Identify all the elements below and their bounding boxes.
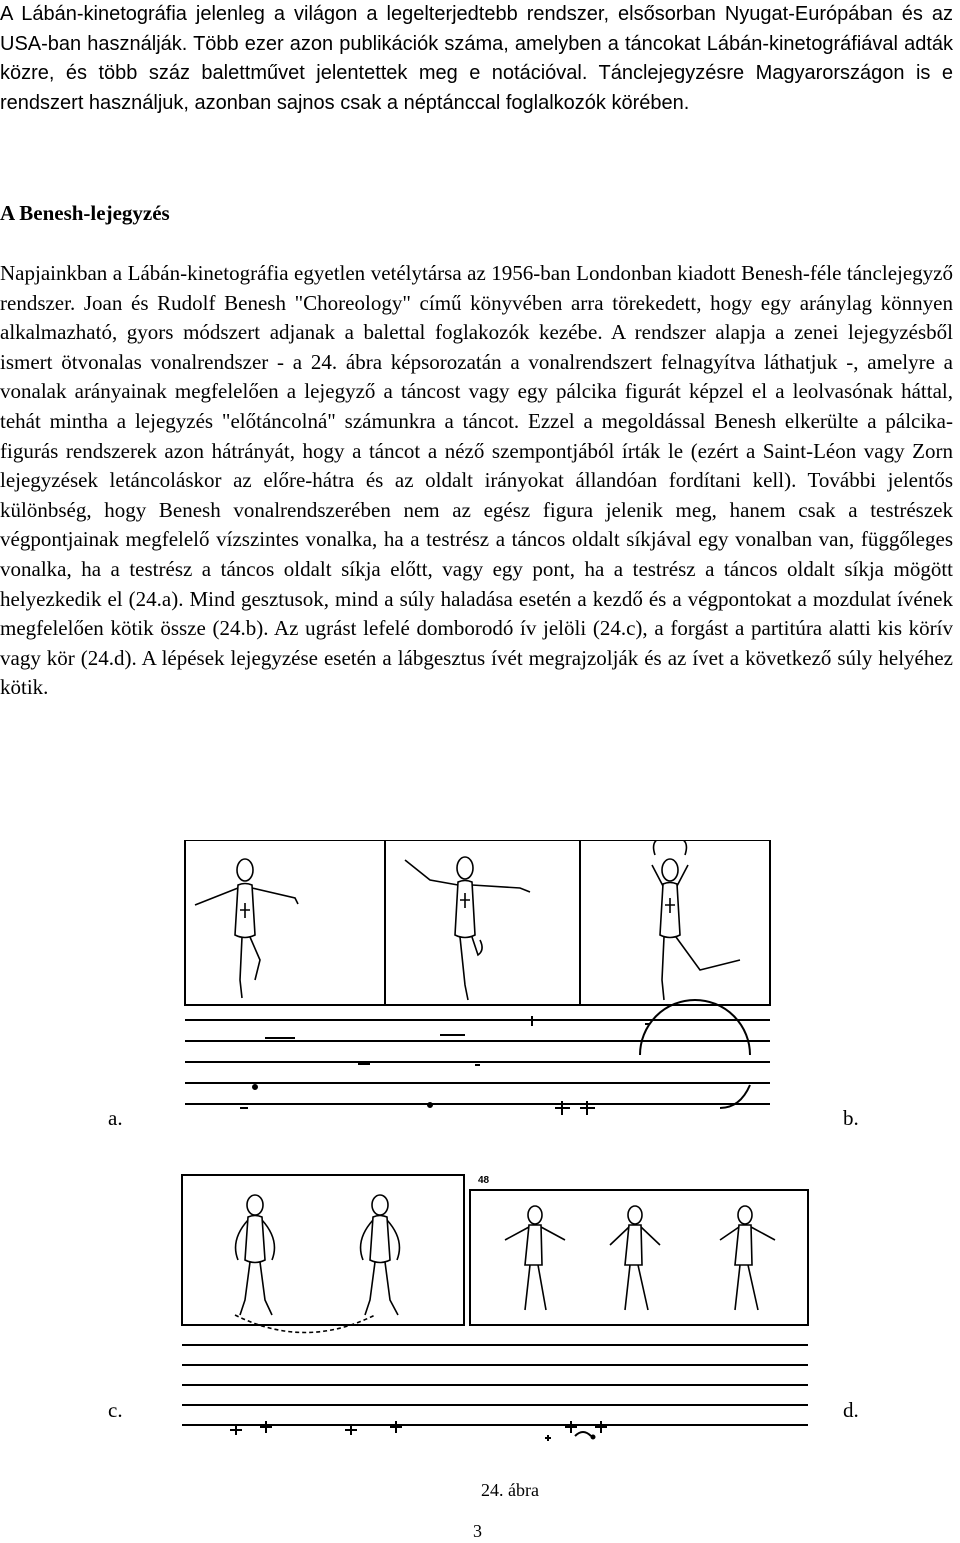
dancer-figure-3 (652, 840, 740, 1000)
dancer-figure-c (235, 1195, 399, 1333)
dancer-figure-1 (195, 859, 298, 998)
figure-caption: 24. ábra (481, 1480, 539, 1500)
section-heading: A Benesh-lejegyzés (0, 201, 170, 225)
figure-24-cd (180, 1165, 830, 1435)
figure-24-ab (180, 840, 820, 1140)
figure-frame-c (182, 1175, 464, 1325)
figure-label-a: a. (108, 1106, 123, 1130)
figure-frame-1 (185, 840, 385, 1005)
page-number: 3 (473, 1521, 482, 1541)
section-paragraph: Napjainkban a Lábán-kinetográfia egyetlen vetélytársa az 1956-ban Londonban kiadott Benesh-féle tánclejegyző rendszer. Joan és Rudolf Benesh "Choreology" című könyvében arra törekedett, hogy egy aránylag könnyen alkalmazható, gyors módszert adjanak a balettal foglakozók kezébe. A rendszer alapja a zenei lejegyzésből ismert ötvonalas vonalrendszer - a 24. ábra képsorozatán a vonalrendszert felnagyítva láthatjuk -, amelyre a vonalak arányainak megfelelően a lejegyző a táncost vagy egy pálcika figurát képzel el a leolvasónak háttal, tehát mintha a lejegyzés "előtáncolná" számunkra a táncot. Ezzel a megoldással Benesh elkerülte a pálcika-figurás rendszerek azon hátrányát, hogy a táncot a néző szempontjából írták le (ezért a Saint-Léon vagy Zorn lejegyzések letáncoláskor az előre-hátra és az oldalt irányokat állandóan fordítani kell). További jelentős különbség, hogy Benesh vonalrendszerében nem az egész figura jelenik meg, hanem csak a testrészek végpontjainak megfelelő vízszintes vonalka, ha a testrész a táncos oldalt síkjával egy vonalban van, függőleges vonalka, ha a testrész a táncos oldalt síkja előtt, vagy egy pont, ha a testrész a táncos oldalt síkja mögött helyezkedik el (24.a). Mind gesztusok, mind a súly haladása esetén a kezdő és a végpontokat a mozdulat ívének megfelelően kötik össze (24.b). Az ugrást lefelé domborodó ív jelöli (24.c), a forgást a partitúra alatti kis körív vagy kör (24.d). A lépések lejegyzése esetén a lábgesztus ívét megrajzolják és az ívet a következő súly helyéhez kötik. (0, 261, 953, 700)
figure-frame-3 (580, 840, 770, 1005)
turn-marks (545, 1426, 685, 1446)
intro-paragraph: A Lábán-kinetográfia jelenleg a világon a legelterjedtebb rendszer, elsősorban Nyugat-Európában és az USA-ban használják. Több ezer azon publikációk száma, amelyben a táncokat Lábán-kinetográfiával adták közre, és több száz balettművet jelentettek meg e notációval. Tánclejegyzésre Magyarországon is e rendszert használjuk, azonban sajnos csak a néptánccal foglalkozók körében. (0, 3, 953, 114)
inset-number: 48 (478, 1175, 490, 1186)
dancer-figure-d (505, 1206, 775, 1310)
figure-label-d: d. (843, 1398, 859, 1422)
figure-frame-2 (385, 840, 580, 1005)
figure-label-b: b. (843, 1106, 859, 1130)
figure-label-c: c. (108, 1398, 123, 1422)
dancer-figure-2 (405, 857, 530, 1000)
